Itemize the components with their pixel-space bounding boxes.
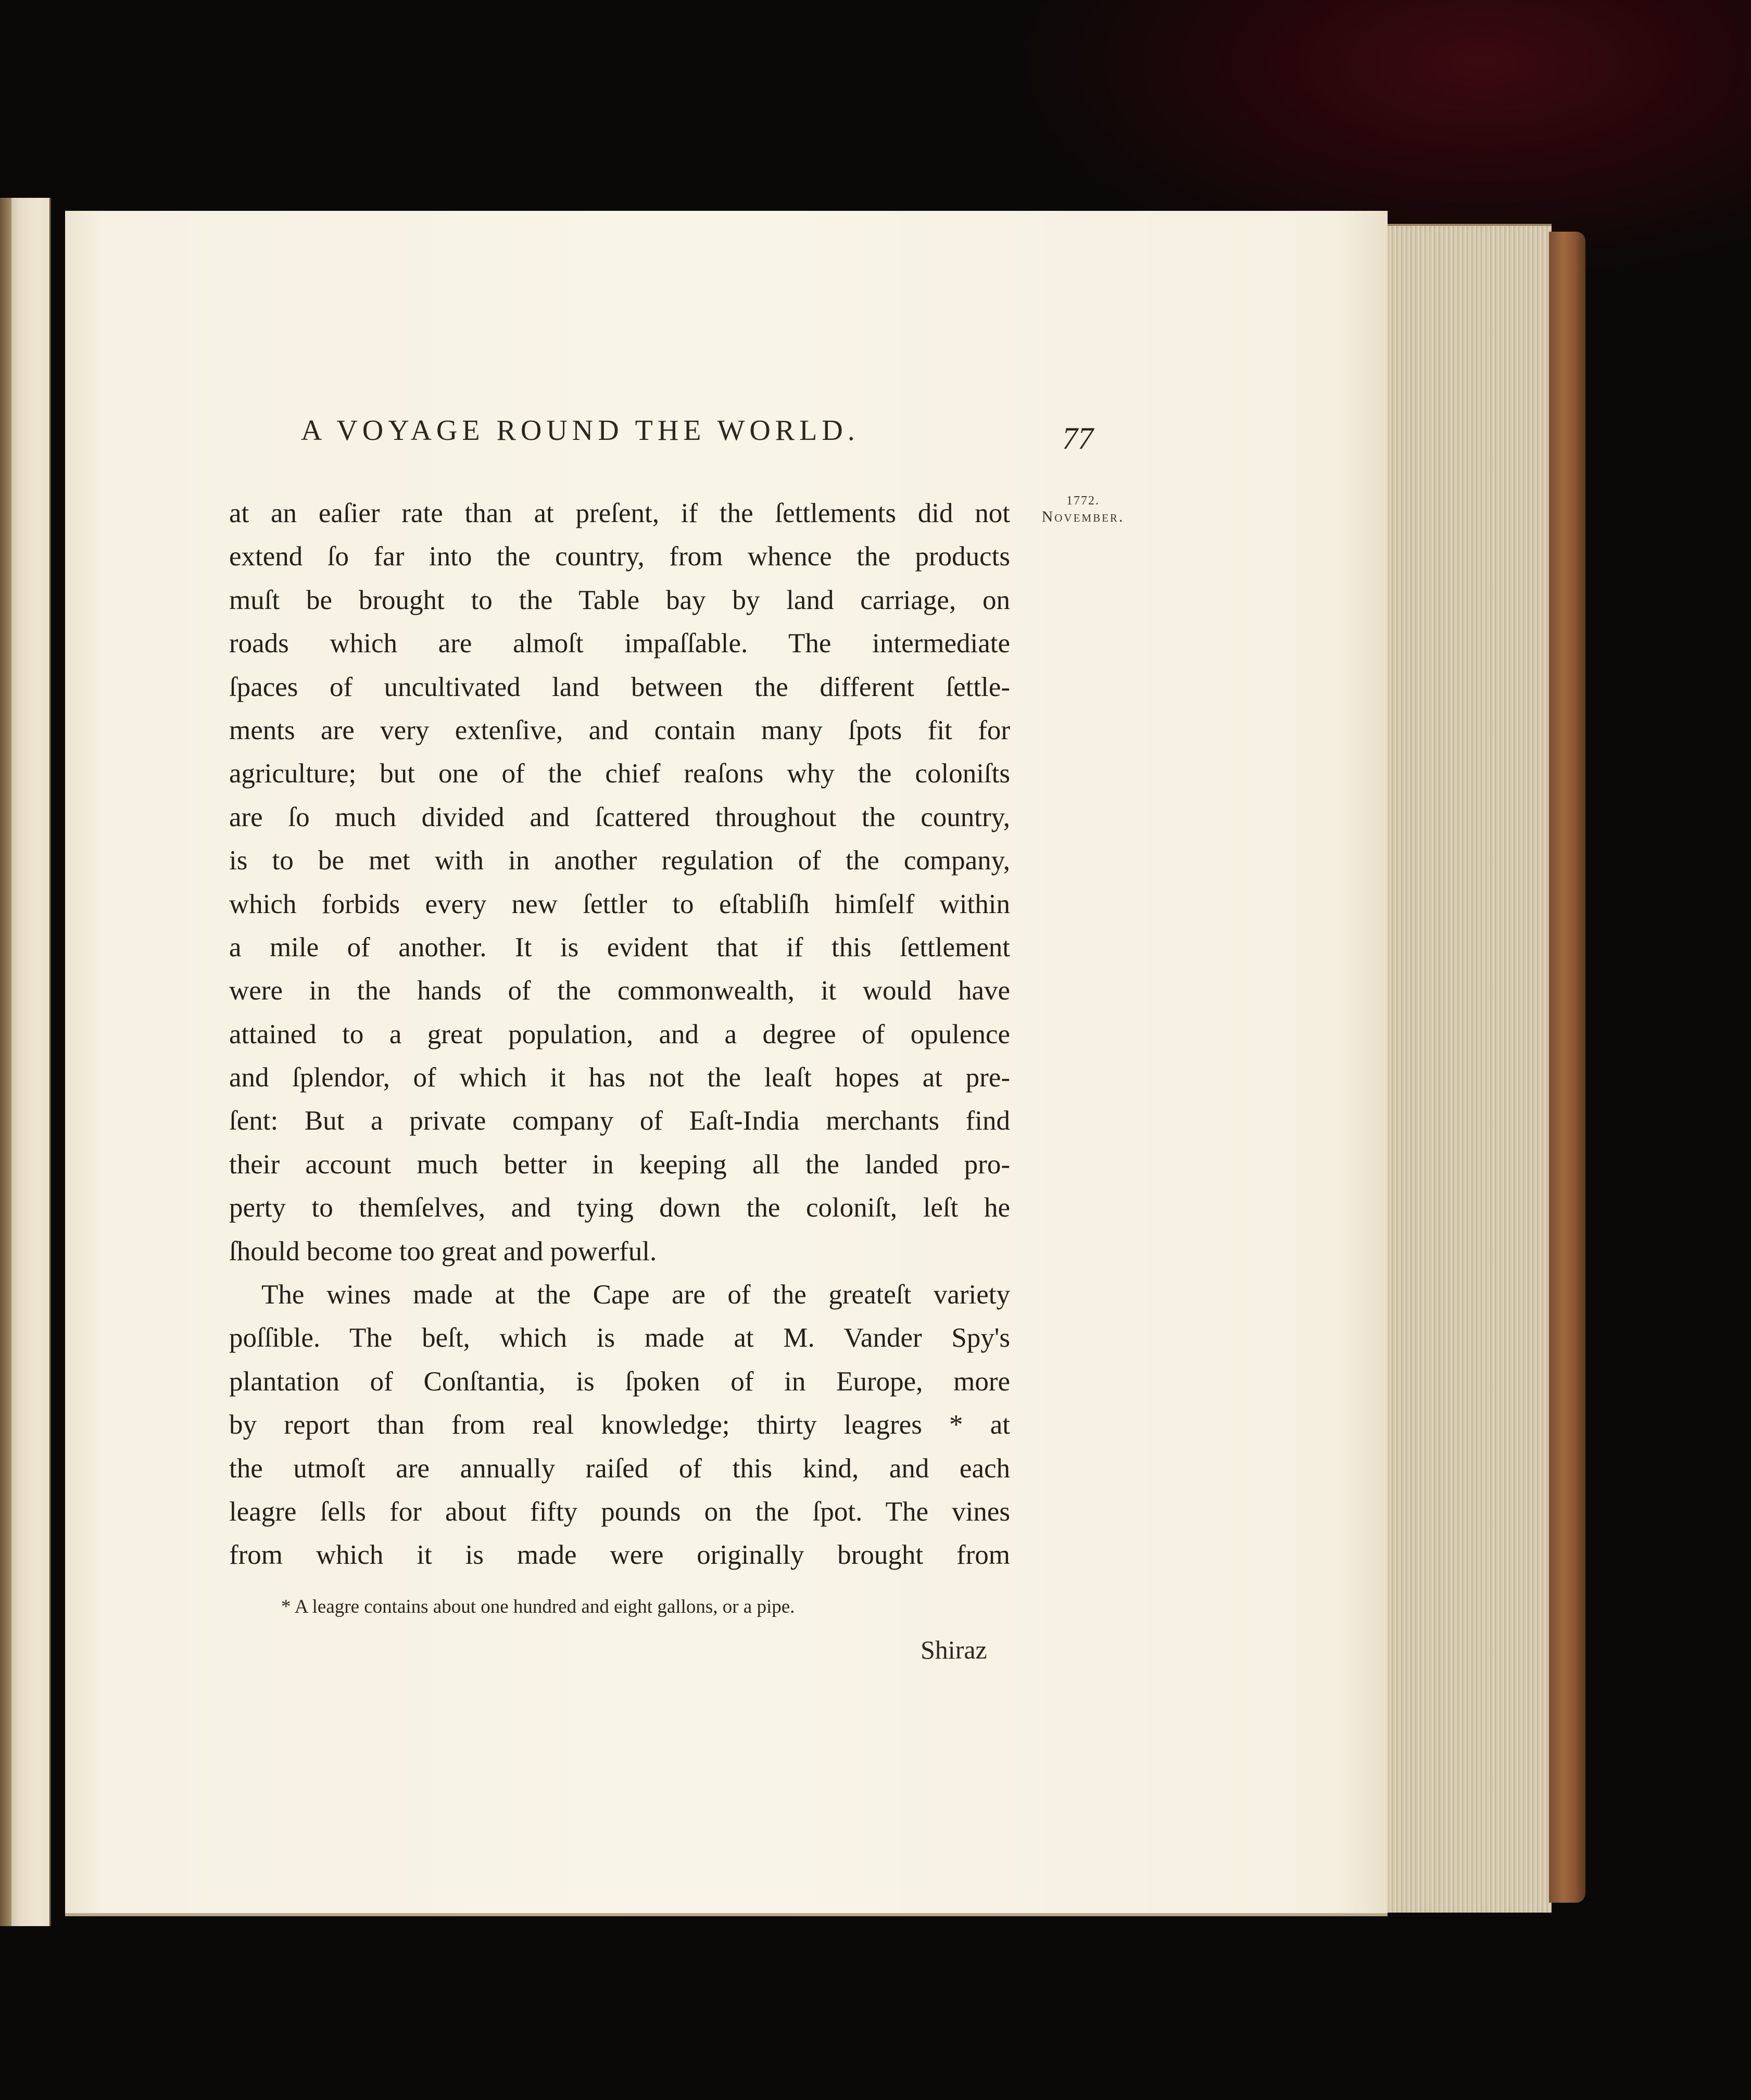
text-line: ſent: But a private company of Eaſt-India merchants find xyxy=(229,1106,1010,1136)
text-line: from which it is made were originally brought from xyxy=(229,1540,1010,1571)
text-line: The wines made at the Cape are of the greateſt variety xyxy=(261,1280,1010,1310)
margin-note-month: November. xyxy=(1041,508,1125,525)
text-line: their account much better in keeping all the landed pro- xyxy=(229,1149,1010,1180)
page-number: 77 xyxy=(1062,421,1093,456)
text-line: roads which are almoſt impaſſable. The intermediate xyxy=(229,628,1010,659)
text-line: the utmoſt are annually raiſed of this kind, and each xyxy=(229,1453,1010,1484)
margin-note xyxy=(1028,495,1138,525)
text-line: attained to a great population, and a degree of opulence xyxy=(229,1019,1010,1049)
text-line: muſt be brought to the Table bay by land carriage, on xyxy=(229,585,1010,615)
catchword: Shiraz xyxy=(921,1635,987,1664)
footnote: * A leagre contains about one hundred and eight gallons, or a pipe. xyxy=(281,1596,795,1617)
text-line: leagre ſells for about fifty pounds on the ſpot. The vines xyxy=(229,1496,1010,1527)
text-line: perty to themſelves, and tying down the coloniſt, leſt he xyxy=(229,1193,1010,1223)
body-text xyxy=(229,492,1010,1577)
text-line: a mile of another. It is evident that if this ſettlement xyxy=(229,932,1010,963)
text-line: ments are very extenſive, and contain many ſpots fit for xyxy=(229,715,1010,745)
text-line: plantation of Conſtantia, is ſpoken of in Europe, more xyxy=(229,1366,1010,1397)
text-line: were in the hands of the commonwealth, it would have xyxy=(229,976,1010,1006)
text-line: is to be met with in another regulation of the company, xyxy=(229,845,1010,876)
text-line: at an eaſier rate than at preſent, if the ſettlements did not xyxy=(229,498,1010,528)
text-line: ſhould become too great and powerful. xyxy=(229,1236,657,1267)
text-line: by report than from real knowledge; thirty leagres * at xyxy=(229,1410,1010,1440)
running-head: A VOYAGE ROUND THE WORLD. xyxy=(301,414,860,447)
text-line: agriculture; but one of the chief reaſons why the coloniſts xyxy=(229,758,1010,789)
text-line: extend ſo far into the country, from whence the products xyxy=(229,541,1010,572)
text-line: poſſible. The beſt, which is made at M. Vander Spy's xyxy=(229,1323,1010,1353)
text-line: which forbids every new ſettler to eſtabliſh himſelf within xyxy=(229,889,1010,919)
facing-page-edge xyxy=(0,198,51,1926)
text-line: are ſo much divided and ſcattered throughout the country, xyxy=(229,802,1010,832)
page-fore-edge xyxy=(1380,224,1552,1913)
text-line: ſpaces of uncultivated land between the different ſettle- xyxy=(229,672,1010,702)
margin-note-year: 1772. xyxy=(1066,494,1100,508)
text-line: and ſplendor, of which it has not the leaſt hopes at pre- xyxy=(229,1062,1010,1093)
book-cover-edge xyxy=(1549,232,1585,1903)
